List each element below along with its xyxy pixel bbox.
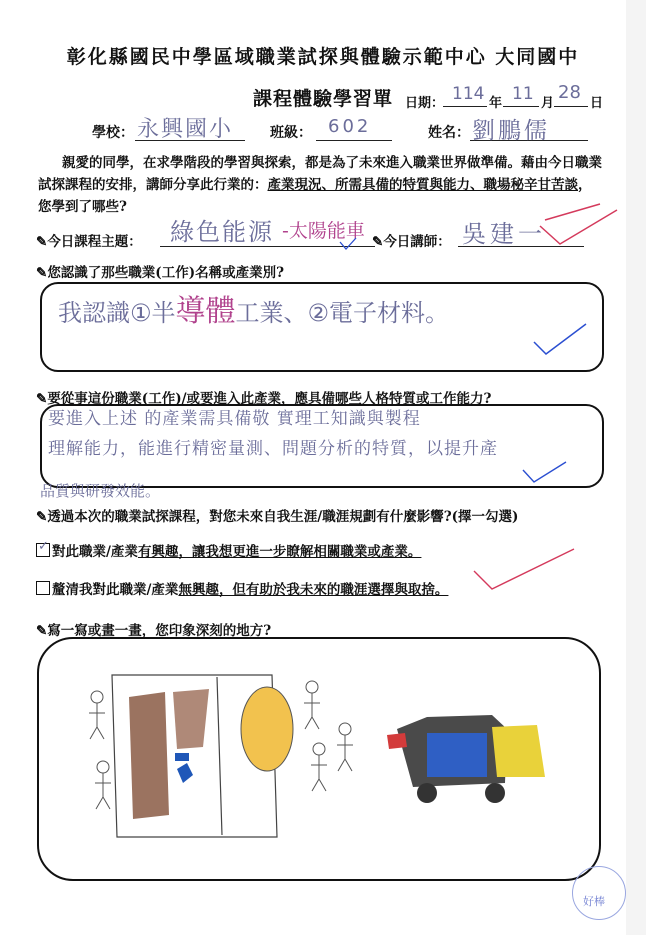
question-2-prompt: 要從事這份職業(工作)/或要進入此產業，應具備哪些人格特質或工作能力? — [47, 391, 492, 407]
intro-text-a: 親愛的同學，在求學階段的學習與探索，都是為了未來進入職業世界做準備。藉由今日職業試探課程的安排，講師分享此行業的： — [38, 155, 602, 193]
question-1 — [36, 261, 284, 281]
answer-1-part-c: 導 — [175, 294, 206, 329]
topic-value-b: -太陽能車 — [282, 220, 365, 242]
answer-1-text — [58, 286, 449, 330]
teacher-value: 吳建一 — [462, 220, 546, 248]
topic-row — [36, 230, 142, 250]
day-line — [554, 106, 588, 107]
answer-2-line-3: 品質與研發效能。 — [40, 482, 161, 500]
option-1-post: ，讓我想更進一步瞭解相關職業或產業。 — [178, 544, 422, 560]
year-value: 114 — [452, 84, 485, 104]
answer-2-line-2: 理解能力，能進行精密量測、問題分析的特質，以提升產 — [48, 439, 498, 459]
check-mark-teacher — [535, 206, 625, 251]
document-title: 彰化縣國民中學區域職業試探與體驗示範中心 大同國中 — [66, 46, 580, 68]
month-line — [503, 106, 539, 107]
year-line — [443, 106, 487, 107]
option-1[interactable] — [36, 540, 421, 560]
pencil-icon: ✎ — [36, 391, 48, 407]
check-mark-topic — [338, 236, 358, 252]
intro-text-c: ，您學到了哪些? — [38, 177, 592, 215]
class-label: 班級： — [270, 125, 312, 141]
date-row — [405, 92, 444, 111]
question-4 — [36, 619, 271, 639]
year-unit: 年 — [489, 96, 503, 111]
intro-paragraph — [38, 152, 604, 218]
date-label: 日期： — [405, 96, 445, 111]
day-unit: 日 — [590, 96, 604, 111]
answer-1-part-e: 工業、②電子材料。 — [235, 299, 450, 327]
question-3-prompt: 透過本次的職業試探課程，對您未來自我生涯/職涯規劃有什麼影響?(擇一勾選) — [47, 509, 519, 525]
day-value: 28 — [558, 82, 581, 103]
option-1-checkbox[interactable] — [36, 539, 50, 557]
option-2-post: ，但有助於我未來的職涯選擇與取捨。 — [218, 582, 449, 598]
question-4-prompt: 寫一寫或畫一畫，您印象深刻的地方? — [47, 623, 272, 639]
pencil-icon: ✎ — [36, 623, 48, 639]
name-value: 劉鵬儒 — [472, 118, 550, 144]
option-2-pre: 釐清我對此職業/產業 — [52, 582, 179, 598]
intro-text-b: 產業現況、所需具備的特質與能力、職場秘辛甘苦談 — [267, 177, 578, 193]
month-unit: 月 — [541, 96, 555, 111]
pencil-icon: ✎ — [36, 234, 48, 250]
month-value: 11 — [512, 84, 534, 104]
teacher-row — [372, 230, 451, 250]
check-mark-q3 — [470, 545, 580, 595]
paper-edge — [626, 0, 646, 935]
pencil-icon: ✎ — [372, 234, 384, 250]
drawing-sketch — [37, 637, 601, 881]
answer-2-line-1: 要進入上述 的產業需具備敬 實理工知識與製程 — [48, 409, 421, 429]
school-value: 永興國小 — [137, 117, 234, 142]
topic-value-a: 綠色能源 — [170, 218, 274, 246]
stamp — [572, 866, 626, 920]
teacher-label: 今日講師： — [383, 234, 451, 250]
check-mark-q2 — [520, 458, 570, 488]
question-1-prompt: 您認識了那些職業(工作)名稱或產業別? — [47, 265, 284, 281]
option-1-pre: 對此職業/產業 — [52, 544, 138, 560]
check-mark-q1 — [530, 320, 590, 360]
pencil-icon: ✎ — [36, 509, 48, 525]
stamp-text: 好棒 — [583, 895, 605, 908]
question-3 — [36, 505, 518, 525]
answer-1-part-a: 我認識 — [58, 299, 130, 327]
document-subtitle: 課程體驗學習單 — [252, 88, 393, 110]
answer-1-part-b: ①半 — [130, 299, 176, 327]
check-icon: ✓ — [38, 539, 49, 554]
answer-1-part-d: 體 — [205, 294, 236, 329]
option-1-underlined: 有興趣 — [137, 544, 179, 560]
class-value: 602 — [328, 116, 372, 137]
name-label: 姓名： — [428, 125, 470, 141]
option-2[interactable] — [36, 578, 448, 598]
option-2-underlined: 無興趣 — [178, 582, 219, 598]
pencil-icon: ✎ — [36, 265, 48, 281]
school-label: 學校： — [92, 125, 134, 141]
topic-label: 今日課程主題： — [47, 234, 142, 250]
class-line — [316, 140, 392, 141]
option-2-checkbox[interactable] — [36, 581, 50, 595]
